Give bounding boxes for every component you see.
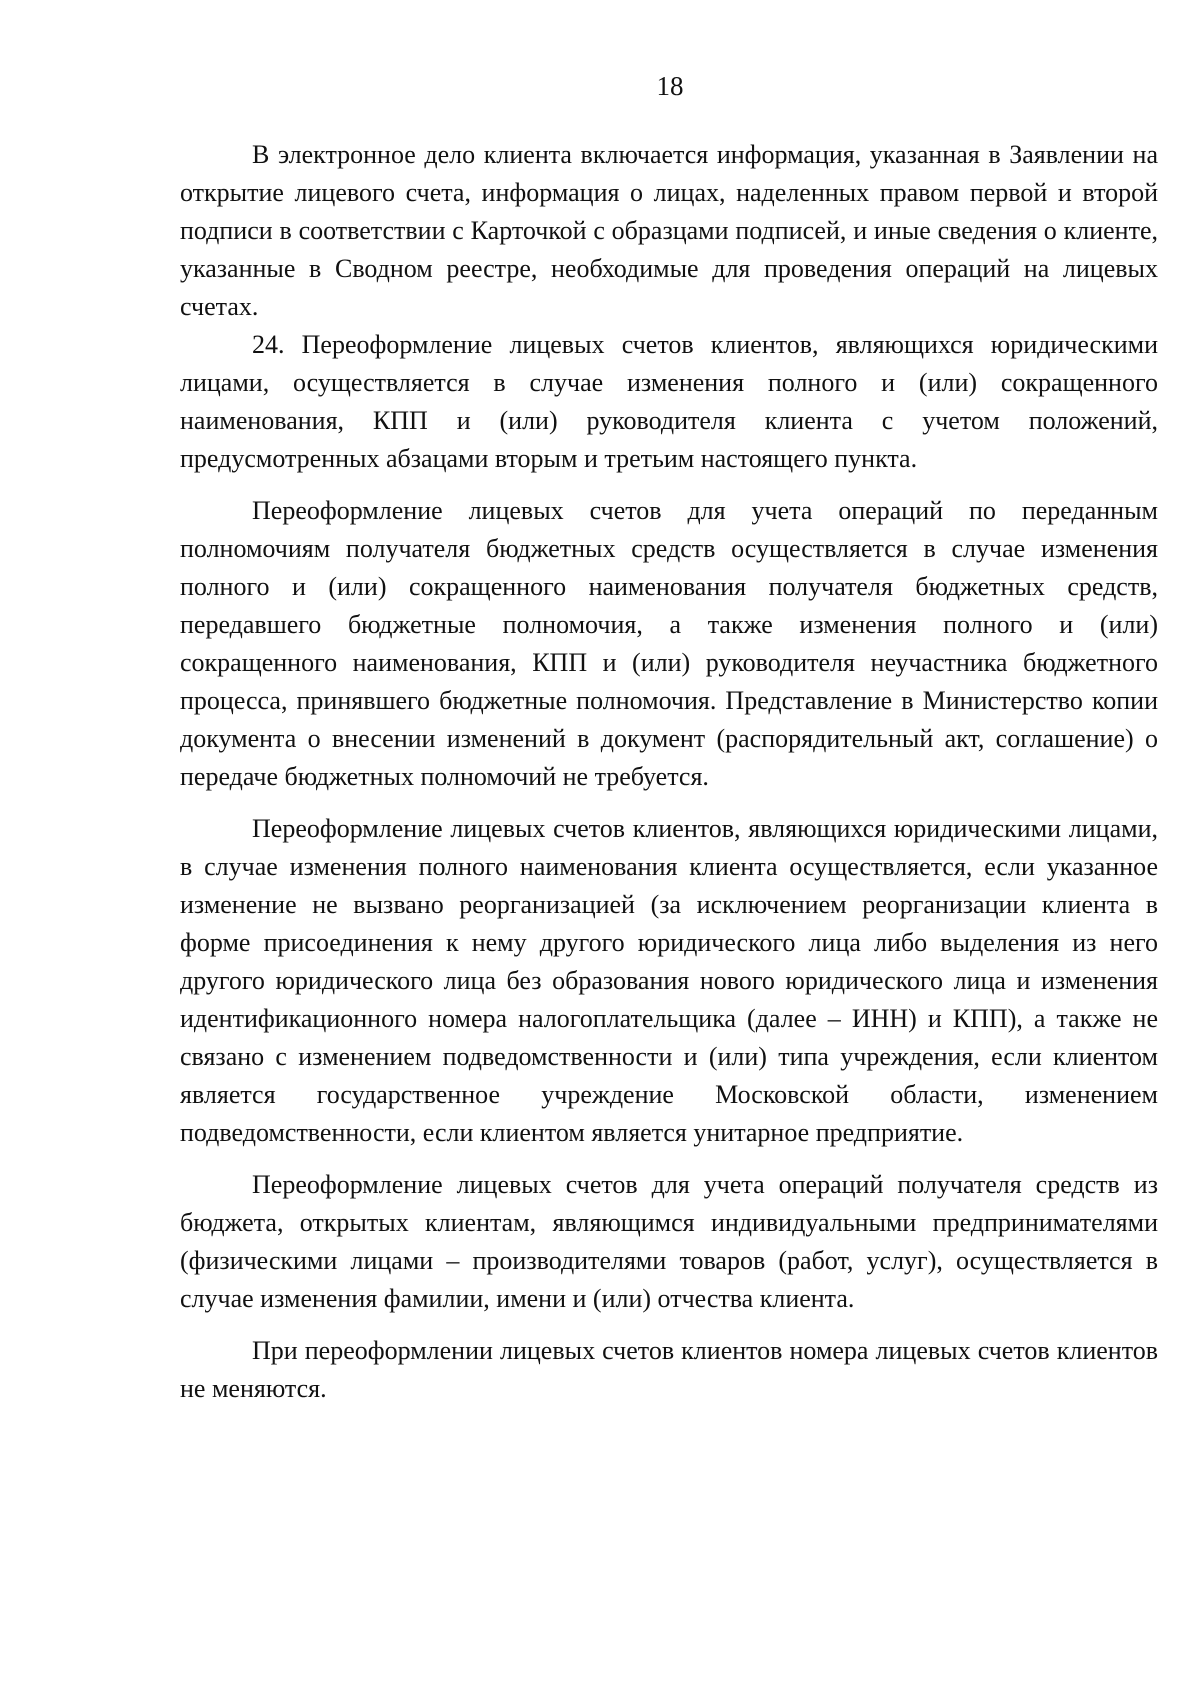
paragraph-entrepreneurs: Переоформление лицевых счетов для учета операций получателя средств из бюджета, открытых клиентам, являющимся индивидуальными предпринимателями (физическими лицами – производителями товаров (работ, услуг), осуществляется в случае изменения фамилии, имени и (или) отчества клиента. bbox=[180, 1170, 1158, 1313]
body-text bbox=[180, 136, 1158, 1408]
page-number: 18 bbox=[656, 71, 684, 101]
paragraph-delegated-powers: Переоформление лицевых счетов для учета операций по переданным полномочиям получателя бюджетных средств осуществляется в случае изменения полного и (или) сокращенного наименования получателя бюджетных средств, передавшего бюджетные полномочия, а также изменения полного и (или) сокращенного наименования, КПП и (или) руководителя неучастника бюджетного процесса, принявшего бюджетные полномочия. Представление в Министерство копии документа о внесении изменений в документ (распорядительный акт, соглашение) о передаче бюджетных полномочий не требуется. bbox=[180, 496, 1158, 791]
paragraph-name-change: Переоформление лицевых счетов клиентов, являющихся юридическими лицами, в случае изменения полного наименования клиента осуществляется, если указанное изменение не вызвано реорганизацией (за исключением реорганизации клиента в форме присоединения к нему другого юридического лица либо выделения из него другого юридического лица без образования нового юридического лица и изменения идентификационного номера налогоплательщика (далее – ИНН) и КПП), а также не связано с изменением подведомственности и (или) типа учреждения, если клиентом является государственное учреждение Московской области, изменением подведомственности, если клиентом является унитарное предприятие. bbox=[180, 814, 1158, 1147]
paragraph-account-numbers: При переоформлении лицевых счетов клиентов номера лицевых счетов клиентов не меняются. bbox=[180, 1336, 1158, 1403]
paragraph-item-24: 24. Переоформление лицевых счетов клиентов, являющихся юридическими лицами, осуществляется в случае изменения полного и (или) сокращенного наименования, КПП и (или) руководителя клиента с учетом положений, предусмотренных абзацами вторым и третьим настоящего пункта. bbox=[180, 330, 1158, 473]
paragraph-electronic-file: В электронное дело клиента включается информация, указанная в Заявлении на открытие лицевого счета, информация о лицах, наделенных правом первой и второй подписи в соответствии с Карточкой с образцами подписей, и иные сведения о клиенте, указанные в Сводном реестре, необходимые для проведения операций на лицевых счетах. bbox=[180, 140, 1158, 321]
